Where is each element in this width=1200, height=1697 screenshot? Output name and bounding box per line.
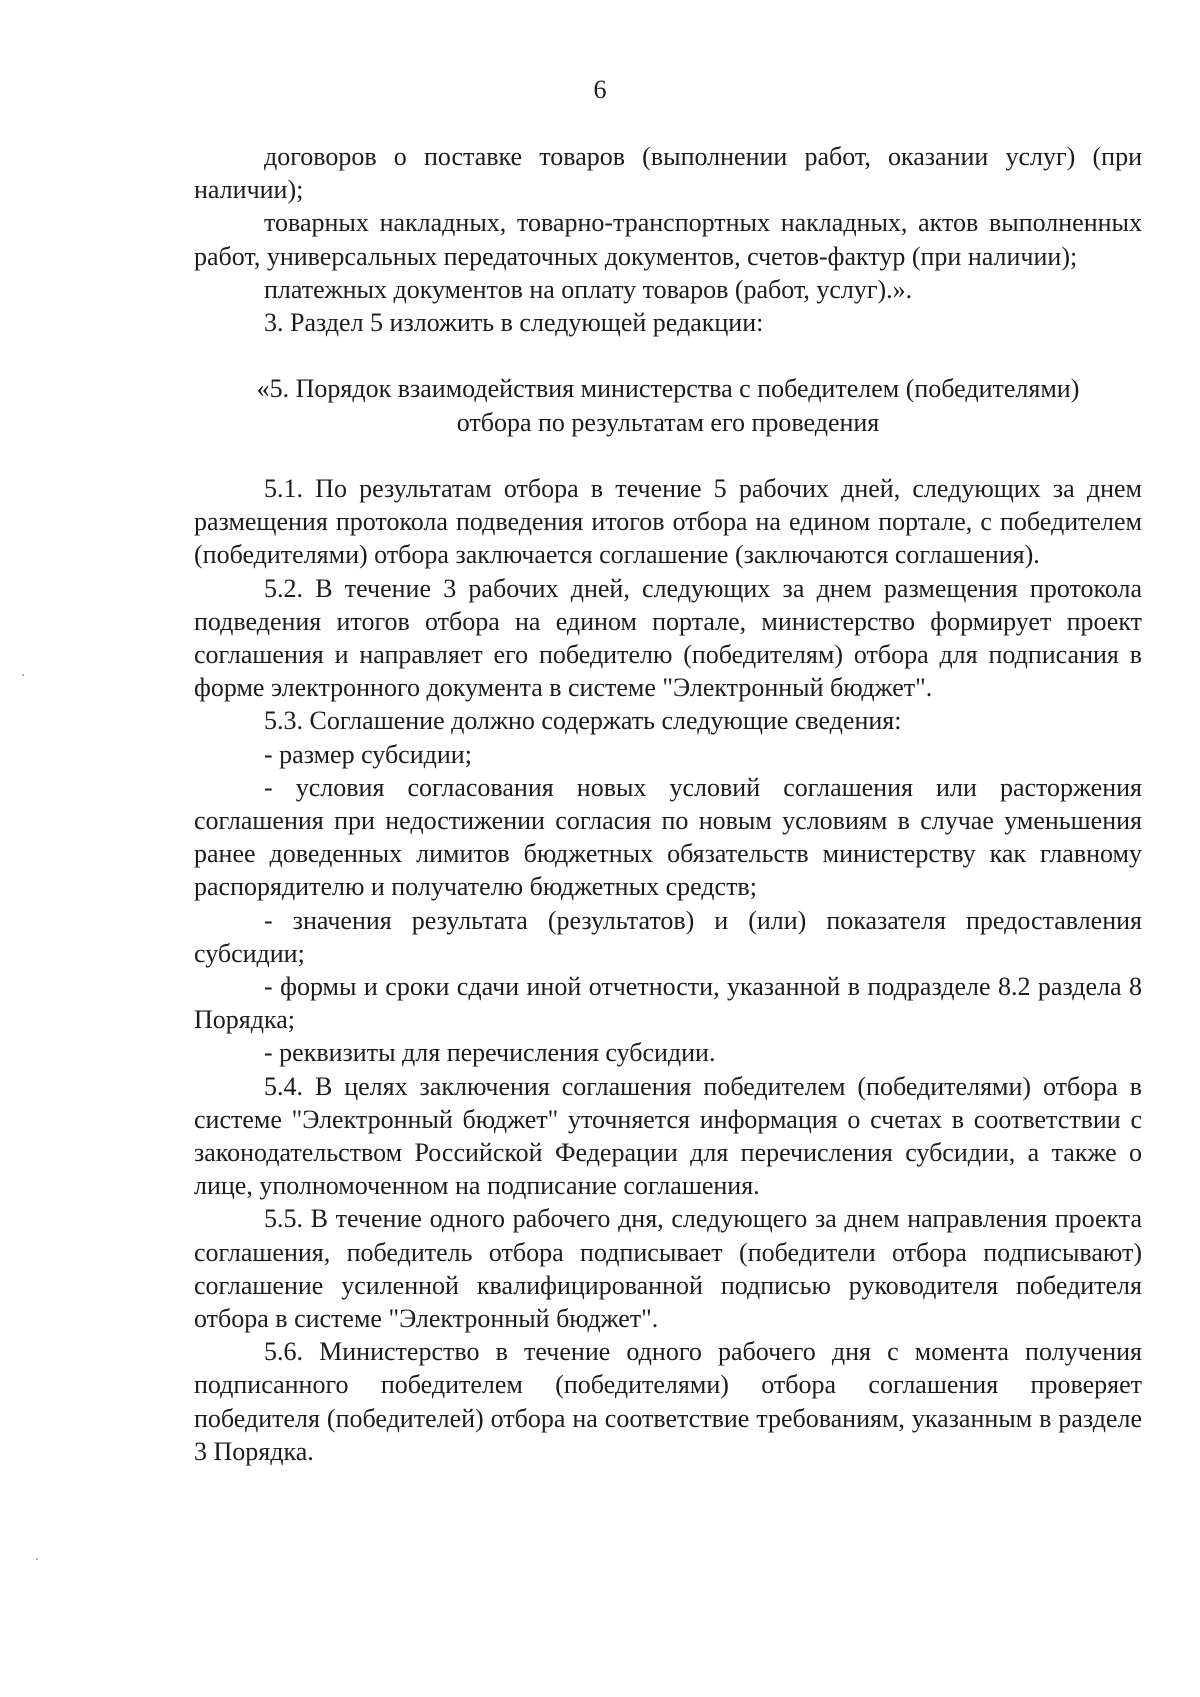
paragraph-amendment-3: 3. Раздел 5 изложить в следующей редакции: [264,308,764,338]
document-body [194,140,1142,1468]
clause-5-3-item-bank-details: - реквизиты для перечисления субсидии. [264,1038,716,1068]
scan-speck [22,674,24,676]
clause-5-2: 5.2. В течение 3 рабочих дней, следующих за днем размещения протокола подведения итогов отбора на едином портале, министерство формирует проект соглашения и направляет его победителю (победителям) отбора для подписания в форме электронного документа в системе "Электронный бюджет". [194,573,1142,703]
clause-5-4: 5.4. В целях заключения соглашения победителем (победителями) отбора в системе "Электронный бюджет" уточняется информация о счетах в соответствии с законодательством Российской Федерации для перечисления субсидии, а также о лице, уполномоченном на подписание соглашения. [194,1071,1142,1201]
blank-line [194,439,1142,472]
clause-5-5: 5.5. В течение одного рабочего дня, следующего за днем направления проекта соглашения, победитель отбора подписывает (победители отбора подписывают) соглашение усиленной квалифицированной подписью руководителя победителя отбора в системе "Электронный бюджет". [194,1204,1142,1334]
section-heading-line-2: отбора по результатам его проведения [456,407,880,437]
clause-5-1: 5.1. По результатам отбора в течение 5 рабочих дней, следующих за днем размещения протокола подведения итогов отбора на едином портале, с победителем (победителями) отбора заключается соглашение (заключаются соглашения). [194,474,1142,570]
clause-5-3-item-agreement-conditions: - условия согласования новых условий соглашения или расторжения соглашения при недостижении согласия по новым условиям в случае уменьшения ранее доведенных лимитов бюджетных обязательств министерству как главному распорядителю и получателю бюджетных средств; [194,772,1142,902]
scan-speck [36,1558,38,1560]
paragraph-payment-docs: платежных документов на оплату товаров (работ, услуг).». [264,274,913,304]
paragraph-invoices: товарных накладных, товарно-транспортных накладных, актов выполненных работ, универсальных передаточных документов, счетов-фактур (при наличии); [194,208,1142,271]
blank-line [194,339,1142,372]
section-heading-line-1: «5. Порядок взаимодействия министерства с победителем (победителями) [256,374,1080,404]
clause-5-3: 5.3. Соглашение должно содержать следующие сведения: [264,706,902,736]
clause-5-3-item-subsidy-size: - размер субсидии; [264,739,472,769]
clause-5-6: 5.6. Министерство в течение одного рабочего дня с момента получения подписанного победителем (победителями) отбора соглашения проверяет победителя (победителей) отбора на соответствие требованиям, указанным в разделе 3 Порядка. [194,1337,1142,1466]
paragraph-contracts: договоров о поставке товаров (выполнении работ, оказании услуг) (при наличии); [194,142,1142,205]
clause-5-3-item-result-values: - значения результата (результатов) и (или) показателя предоставления субсидии; [194,905,1142,968]
page-number: 6 [593,75,607,104]
clause-5-3-item-reporting-forms: - формы и сроки сдачи иной отчетности, указанной в подразделе 8.2 раздела 8 Порядка; [194,972,1142,1035]
